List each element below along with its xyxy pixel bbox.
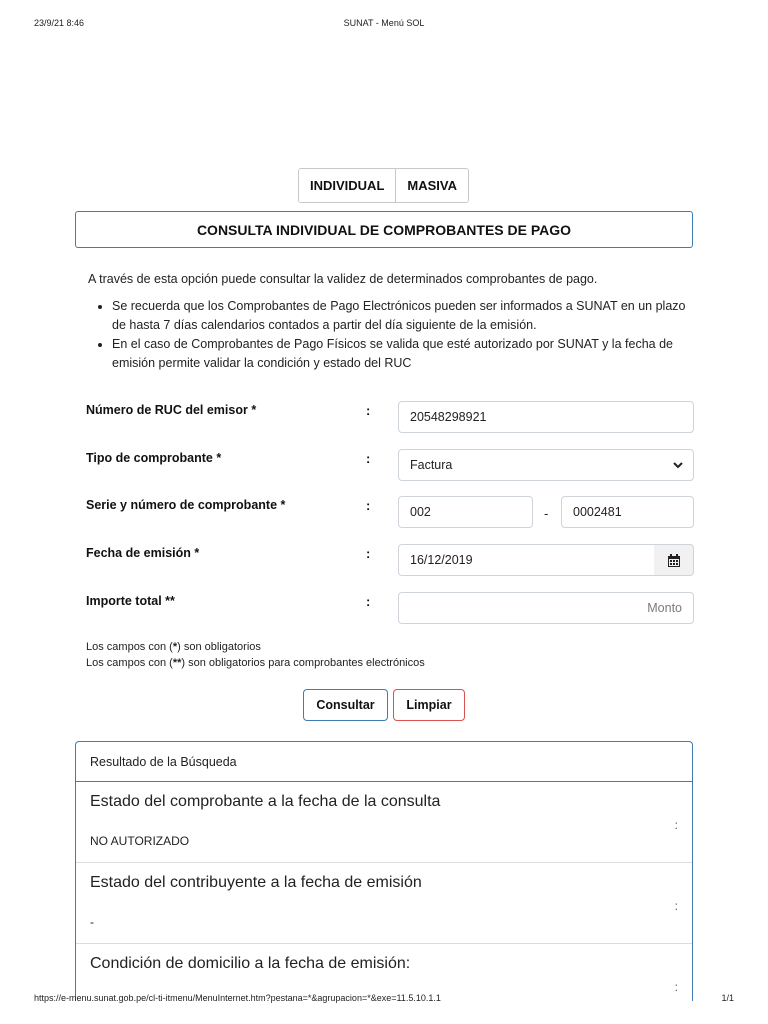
note-text: ) son obligatorios bbox=[177, 641, 261, 653]
required-notes bbox=[86, 639, 425, 671]
intro-bullet: • En el caso de Comprobantes de Pago Físicos se valida que esté autorizado por SUNAT y la fecha de emisión permite validar la condición y estado del RUC bbox=[112, 335, 696, 373]
intro-bullet: • Se recuerda que los Comprobantes de Pago Electrónicos pueden ser informados a SUNAT en un plazo de hasta 7 días calendarios contados a partir del día siguiente de la emisión. bbox=[112, 297, 696, 335]
importe-label: Importe total ** bbox=[86, 594, 175, 608]
calendar-icon bbox=[668, 554, 680, 567]
importe-colon: : bbox=[366, 594, 371, 609]
result-header: Resultado de la Búsqueda bbox=[76, 742, 692, 782]
serie-colon: : bbox=[366, 498, 371, 513]
print-footer bbox=[34, 993, 734, 1007]
note-mark: ** bbox=[172, 657, 182, 669]
result-row-title: Condición de domicilio a la fecha de emisión: bbox=[90, 955, 411, 972]
result-row-value: NO AUTORIZADO bbox=[90, 834, 190, 848]
note-text: ) son obligatorios para comprobantes electrónicos bbox=[181, 657, 425, 669]
print-page-count: 1/1 bbox=[721, 993, 734, 1003]
tab-masiva[interactable]: MASIVA bbox=[395, 169, 468, 202]
fecha-label: Fecha de emisión * bbox=[86, 546, 200, 560]
serie-label: Serie y número de comprobante * bbox=[86, 498, 286, 512]
result-row-value: - bbox=[90, 915, 94, 929]
result-row bbox=[76, 782, 692, 863]
result-row-title: Estado del comprobante a la fecha de la consulta bbox=[90, 793, 441, 810]
tab-individual[interactable]: INDIVIDUAL bbox=[299, 169, 395, 202]
print-header bbox=[34, 18, 734, 32]
intro-paragraph: A través de esta opción puede consultar la validez de determinados comprobantes de pago. bbox=[88, 272, 598, 286]
consultar-button[interactable]: Consultar bbox=[303, 689, 388, 721]
section-title: CONSULTA INDIVIDUAL DE COMPROBANTES DE PAGO bbox=[75, 211, 693, 248]
intro-text bbox=[88, 270, 696, 373]
note-text: Los campos con ( bbox=[86, 641, 173, 653]
importe-input[interactable]: Monto bbox=[398, 592, 694, 624]
numero-input[interactable]: 0002481 bbox=[561, 496, 694, 528]
result-row bbox=[76, 863, 692, 944]
serie-input[interactable]: 002 bbox=[398, 496, 533, 528]
fecha-input[interactable]: 16/12/2019 bbox=[398, 544, 655, 576]
print-date: 23/9/21 8:46 bbox=[34, 18, 85, 28]
ruc-colon: : bbox=[366, 403, 371, 418]
intro-bullets bbox=[88, 297, 696, 373]
tipo-label: Tipo de comprobante * bbox=[86, 451, 222, 465]
required-note bbox=[86, 639, 425, 655]
calendar-button[interactable] bbox=[654, 544, 694, 576]
ruc-label: Número de RUC del emisor * bbox=[86, 403, 257, 417]
result-row-colon: : bbox=[674, 818, 678, 832]
electronic-note bbox=[86, 655, 425, 671]
chevron-down-icon bbox=[672, 459, 684, 471]
result-row-colon: : bbox=[674, 899, 678, 913]
tipo-colon: : bbox=[366, 451, 371, 466]
result-row-title: Estado del contribuyente a la fecha de emisión bbox=[90, 874, 422, 891]
limpiar-button[interactable]: Limpiar bbox=[393, 689, 465, 721]
tipo-select[interactable] bbox=[398, 449, 694, 481]
ruc-input[interactable]: 20548298921 bbox=[398, 401, 694, 433]
note-text: Los campos con ( bbox=[86, 657, 173, 669]
tipo-select-value: Factura bbox=[410, 458, 453, 472]
consulta-tabs bbox=[298, 168, 469, 203]
print-url: https://e-menu.sunat.gob.pe/cl-ti-itmenu/MenuInternet.htm?pestana=*&agrupacion=*&exe=11.5.10.1.1 bbox=[34, 993, 441, 1003]
result-row-colon: : bbox=[674, 980, 678, 994]
result-panel bbox=[75, 741, 693, 1001]
serie-separator: - bbox=[544, 506, 549, 521]
print-title: SUNAT - Menú SOL bbox=[343, 18, 425, 28]
note-mark: * bbox=[172, 641, 178, 653]
fecha-colon: : bbox=[366, 546, 371, 561]
